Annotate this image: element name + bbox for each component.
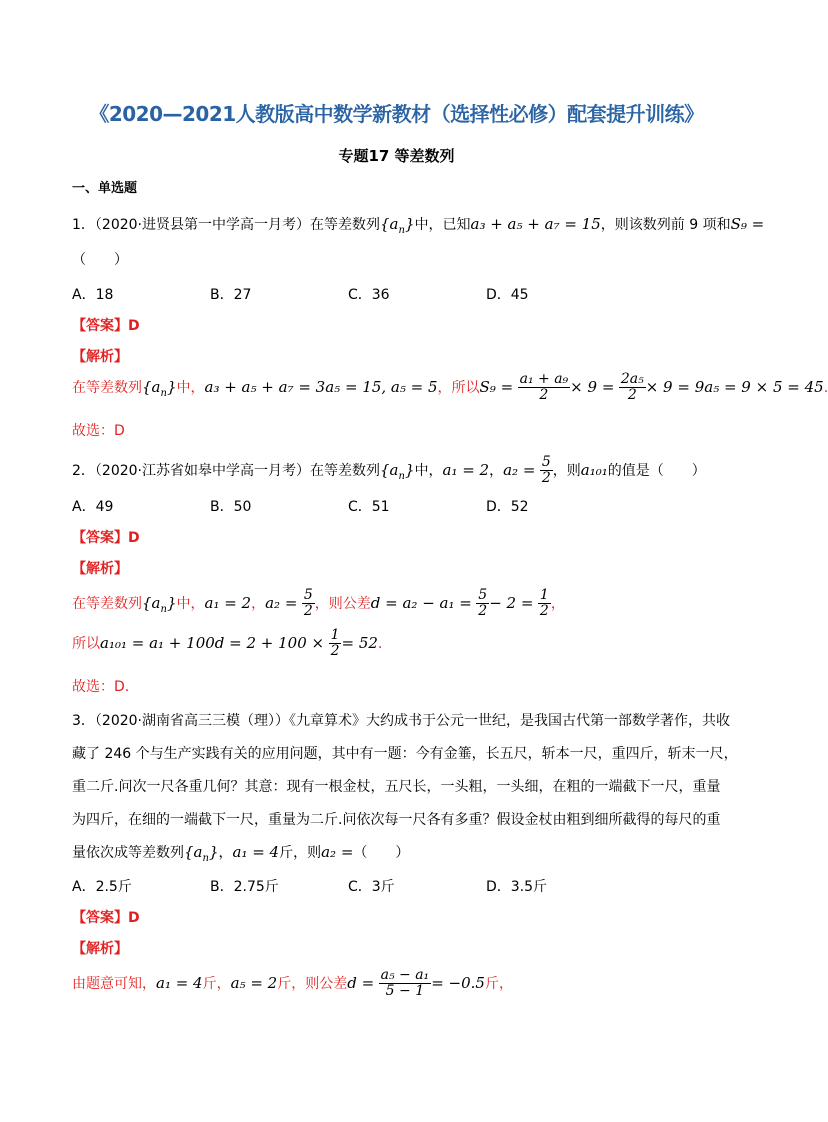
q1-option-c: C．36 xyxy=(348,287,390,303)
q3-sol-frac-den: 5 − 1 xyxy=(385,983,425,1000)
q3-line5-c: a₁ = 4 xyxy=(232,843,280,861)
q2-sol-frac-c xyxy=(538,588,551,620)
q2-target: a₁₀₁ xyxy=(580,460,608,479)
q2-solution-2 xyxy=(72,628,382,660)
q3-line5-a: 量依次成等差数列 xyxy=(72,845,184,861)
q2-answer-tag: 【答案】 xyxy=(72,530,128,546)
q1-stem-c: ，则该数列前 9 项和 xyxy=(600,217,731,233)
q1-sol-seq: $\{a_n\}$ xyxy=(142,377,177,399)
q2-sol-c: a₁ = 2 xyxy=(204,593,252,612)
q1-stem-b: 中，已知 xyxy=(414,217,471,233)
q2-solution-1 xyxy=(72,588,565,620)
q2-c2-den: 2 xyxy=(541,470,551,487)
q2-sol-g: d = a₂ − a₁ = xyxy=(370,593,472,612)
q2-sol-a: 在等差数列 xyxy=(72,595,142,612)
q1-solution xyxy=(72,372,828,404)
q2-sol-d: ， xyxy=(251,595,266,612)
q1-sol-j: . xyxy=(823,379,828,396)
q3-sol-frac-num: a₅ − a₁ xyxy=(380,967,430,983)
q3-analysis-tag: 【解析】 xyxy=(72,941,128,957)
q2-sol-frac-a-num: 5 xyxy=(303,587,313,603)
q1-sol-c: a₃ + a₅ + a₇ = 3a₅ = 15, a₅ = 5 xyxy=(204,377,438,396)
q2-sol-seq: $\{a_n\}$ xyxy=(142,593,177,615)
q1-sol-frac1-den: 2 xyxy=(539,387,549,404)
q1-target: S₉ = xyxy=(730,215,765,233)
q2-option-a: A．49 xyxy=(72,499,114,515)
q2-sol2-a: 所以 xyxy=(72,635,100,652)
page-title: 《2020—2021人教版高中数学新教材（选择性必修）配套提升训练》 xyxy=(89,102,704,126)
section-heading: 一、单选题 xyxy=(72,181,138,196)
q2-sol2-d: . xyxy=(377,635,383,652)
q3-sol-c: 斤， xyxy=(202,975,231,992)
q3-answer xyxy=(72,907,140,927)
q2-sol-h: − 2 = xyxy=(489,593,534,612)
q3-option-c: C．3斤 xyxy=(348,879,395,895)
q1-stem-a: 1．（2020·进贤县第一中学高一月考）在等差数列 xyxy=(72,217,380,233)
q2-sol-f: ，则公差 xyxy=(314,595,371,612)
q2-option-d: D．52 xyxy=(486,499,529,515)
q2-answer xyxy=(72,527,140,547)
q2-stem-c: ，则 xyxy=(552,462,581,479)
q3-answer-value: D xyxy=(128,910,140,926)
q1-sol-frac1 xyxy=(518,372,571,404)
q2-c2-num: 5 xyxy=(541,454,551,470)
q3-solution xyxy=(72,968,513,1000)
q1-seq-a: {a xyxy=(380,215,399,233)
q3-sol-b: a₁ = 4 xyxy=(156,973,203,992)
q1-sol-frac2-num: 2a₅ xyxy=(620,371,644,387)
q3-option-a: A．2.5斤 xyxy=(72,879,132,895)
q1-sol-i: × 9 = 9a₅ = 9 × 5 = 45 xyxy=(645,377,824,396)
q2-sol-frac-b-den: 2 xyxy=(478,603,488,620)
q1-sol-frac2-den: 2 xyxy=(627,387,637,404)
q1-sol-g: × 9 = xyxy=(570,377,615,396)
q1-option-a: A．18 xyxy=(72,287,114,303)
q1-analysis-tag: 【解析】 xyxy=(72,349,128,365)
q1-sol-a: 在等差数列 xyxy=(72,379,142,396)
q2-sol-b: 中， xyxy=(176,595,205,612)
q3-line-4: 为四斤，在细的一端截下一尺，重量为二斤.问依次每一尺各有多重？假设金杖由粗到细所截得的每尺的重 xyxy=(72,812,721,828)
q2-c2-frac xyxy=(540,455,553,487)
q3-option-d: D．3.5斤 xyxy=(486,879,548,895)
q1-seq-sub: n xyxy=(398,225,405,236)
q1-seq xyxy=(380,215,415,236)
q2-stem-b: 中， xyxy=(414,462,443,479)
q1-sol-frac2 xyxy=(619,372,646,404)
q2-sol-frac-b xyxy=(476,588,489,620)
q2-sol-frac-c-num: 1 xyxy=(539,587,549,603)
q1-answer-tag: 【答案】 xyxy=(72,318,128,334)
q3-sol-g: = −0.5 xyxy=(431,973,485,992)
q2-stem-a: 2．（2020·江苏省如皋中学高一月考）在等差数列 xyxy=(72,462,380,479)
q2-sol2-frac-num: 1 xyxy=(330,627,340,643)
q1-sol-b: 中， xyxy=(176,379,205,396)
q1-seq-close: } xyxy=(404,215,415,233)
q1-stem xyxy=(72,214,764,236)
q2-sol2-c: = 52 xyxy=(341,633,378,652)
q2-sol2-b: a₁₀₁ = a₁ + 100d = 2 + 100 × xyxy=(100,633,325,652)
q1-answer xyxy=(72,315,140,335)
q3-line5-f: （ ） xyxy=(353,845,410,861)
q2-sol-frac-b-num: 5 xyxy=(478,587,488,603)
q2-c1: a₁ = 2 xyxy=(442,460,490,479)
q2-stem xyxy=(72,455,706,487)
q2-sol-frac-c-den: 2 xyxy=(539,603,549,620)
q3-sol-h: 斤， xyxy=(484,975,513,992)
q2-stem-d: 的值是（ ） xyxy=(607,462,706,479)
q3-line5-d: 斤，则 xyxy=(279,845,322,861)
q3-sol-f: d = xyxy=(347,973,375,992)
q2-sol-e: a₂ = xyxy=(265,593,298,612)
q3-seq: $\{a_n\}$ xyxy=(184,843,219,864)
q2-option-c: C．51 xyxy=(348,499,390,515)
q2-final: 故选：D. xyxy=(72,679,130,695)
q3-answer-tag: 【答案】 xyxy=(72,910,128,926)
q3-sol-frac xyxy=(379,968,432,1000)
q1-sol-e: S₉ = xyxy=(479,377,514,396)
q2-sol2-frac-den: 2 xyxy=(330,643,340,660)
q2-analysis-tag: 【解析】 xyxy=(72,561,128,577)
q2-sol2-frac xyxy=(329,628,342,660)
q3-option-b: B．2.75斤 xyxy=(210,879,279,895)
q3-line-5 xyxy=(72,842,409,864)
page-subtitle: 专题17 等差数列 xyxy=(338,147,455,165)
q3-sol-e: 斤，则公差 xyxy=(277,975,348,992)
q2-option-b: B．50 xyxy=(210,499,252,515)
q3-line5-b: ， xyxy=(218,845,233,861)
q2-sol-frac-a xyxy=(302,588,315,620)
q1-condition: a₃ + a₅ + a₇ = 15 xyxy=(470,215,601,233)
q2-sol-frac-a-den: 2 xyxy=(303,603,313,620)
q3-line-3: 重二斤.问次一尺各重几何？其意：现有一根金杖，五尺长，一头粗，一头细，在粗的一端截下一尺，重量 xyxy=(72,779,721,795)
q2-c2: a₂ = xyxy=(503,460,536,479)
q1-sol-d: ，所以 xyxy=(437,379,480,396)
q1-option-b: B．27 xyxy=(210,287,252,303)
q3-line-1: 3．（2020·湖南省高三三模（理））《九章算术》大约成书于公元一世纪，是我国古代第一部数学著作，共收 xyxy=(72,713,730,729)
q1-answer-value: D xyxy=(128,318,140,334)
q3-line-2: 藏了 246 个与生产实践有关的应用问题，其中有一题：今有金箠，长五尺，斩本一尺，重四斤，斩末一尺， xyxy=(72,746,738,762)
q1-final: 故选：D xyxy=(72,423,125,439)
q2-sol-i: ， xyxy=(550,595,565,612)
q3-line5-e: a₂ = xyxy=(321,843,354,861)
q1-sol-frac1-num: a₁ + a₉ xyxy=(519,371,569,387)
q3-sol-d: a₅ = 2 xyxy=(230,973,278,992)
q1-option-d: D．45 xyxy=(486,287,529,303)
q2-comma: ， xyxy=(489,462,504,479)
q1-paren: （ ） xyxy=(72,252,128,268)
q2-answer-value: D xyxy=(128,530,140,546)
q3-sol-a: 由题意可知， xyxy=(72,975,156,992)
q2-seq: $\{a_n\}$ xyxy=(380,460,415,482)
